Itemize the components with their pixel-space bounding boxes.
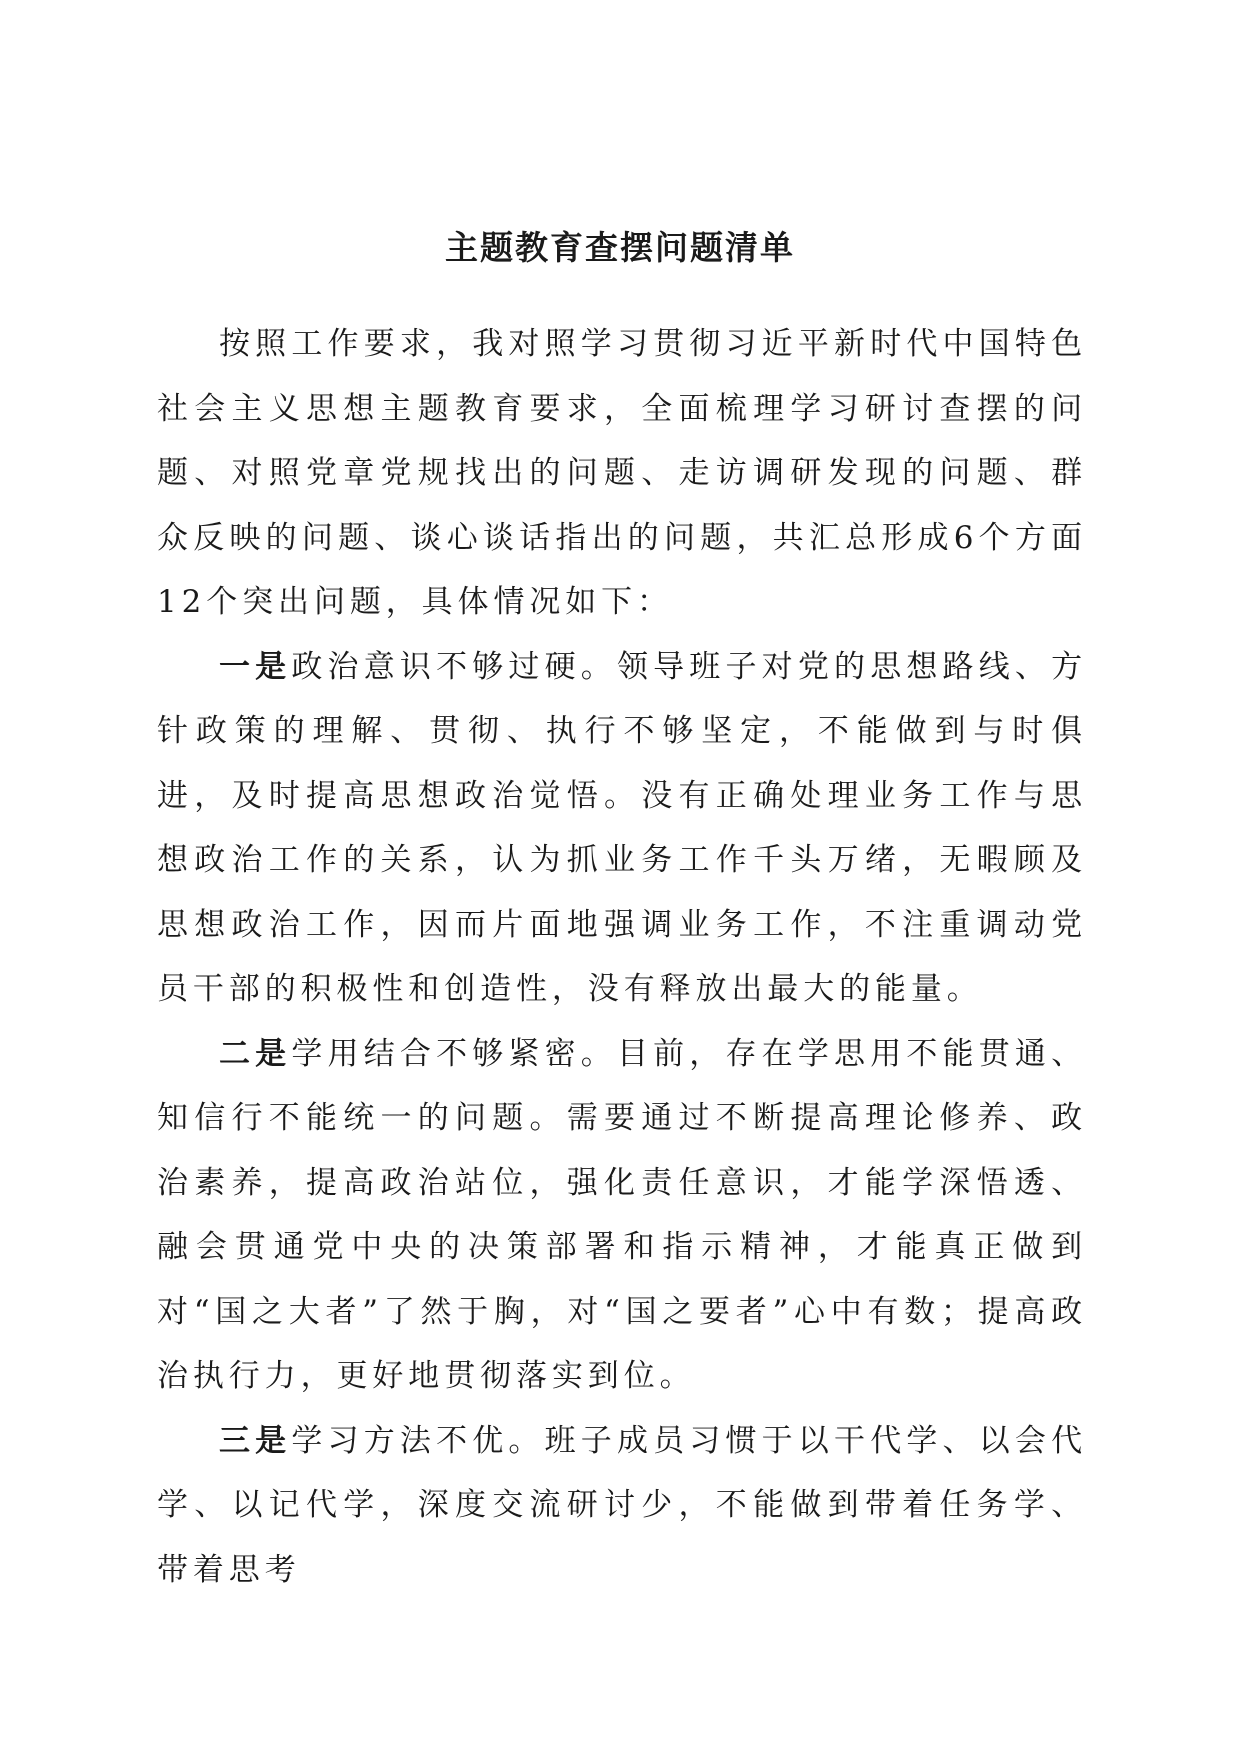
intro-paragraph: 按照工作要求，我对照学习贯彻习近平新时代中国特色社会主义思想主题教育要求，全面梳理学习研讨查摆的问题、对照党章党规找出的问题、走访调研发现的问题、群众反映的问题、谈心谈话指出的问题，共汇总形成6个方面12个突出问题，具体情况如下：	[157, 326, 1087, 620]
item-lead-2: 二是	[219, 1035, 292, 1072]
item-text-1: 政治意识不够过硬。领导班子对党的思想路线、方针政策的理解、贯彻、执行不够坚定，不能做到与时俱进，及时提高思想政治觉悟。没有正确处理业务工作与思想政治工作的关系，认为抓业务工作千头万绪，无暇顾及思想政治工作，因而片面地强调业务工作，不注重调动党员干部的积极性和创造性，没有释放出最大的能量。	[157, 648, 1087, 1007]
document-title: 主题教育查摆问题清单	[445, 228, 795, 267]
item-lead-3: 三是	[219, 1422, 292, 1459]
item-text-2: 学用结合不够紧密。目前，存在学思用不能贯通、知信行不能统一的问题。需要通过不断提高理论修养、政治素养，提高政治站位，强化责任意识，才能学深悟透、融会贯通党中央的决策部署和指示精神，才能真正做到对“国之大者”了然于胸，对“国之要者”心中有数；提高政治执行力，更好地贯彻落实到位。	[157, 1035, 1087, 1394]
item-paragraph-2	[157, 1022, 1087, 1409]
item-lead-1: 一是	[219, 648, 292, 685]
item-paragraph-1	[157, 635, 1087, 1022]
document-body	[157, 312, 1087, 1602]
item-text-3: 学习方法不优。班子成员习惯于以干代学、以会代学、以记代学，深度交流研讨少，不能做到带着任务学、带着思考	[157, 1422, 1087, 1588]
item-paragraph-3	[157, 1409, 1087, 1603]
